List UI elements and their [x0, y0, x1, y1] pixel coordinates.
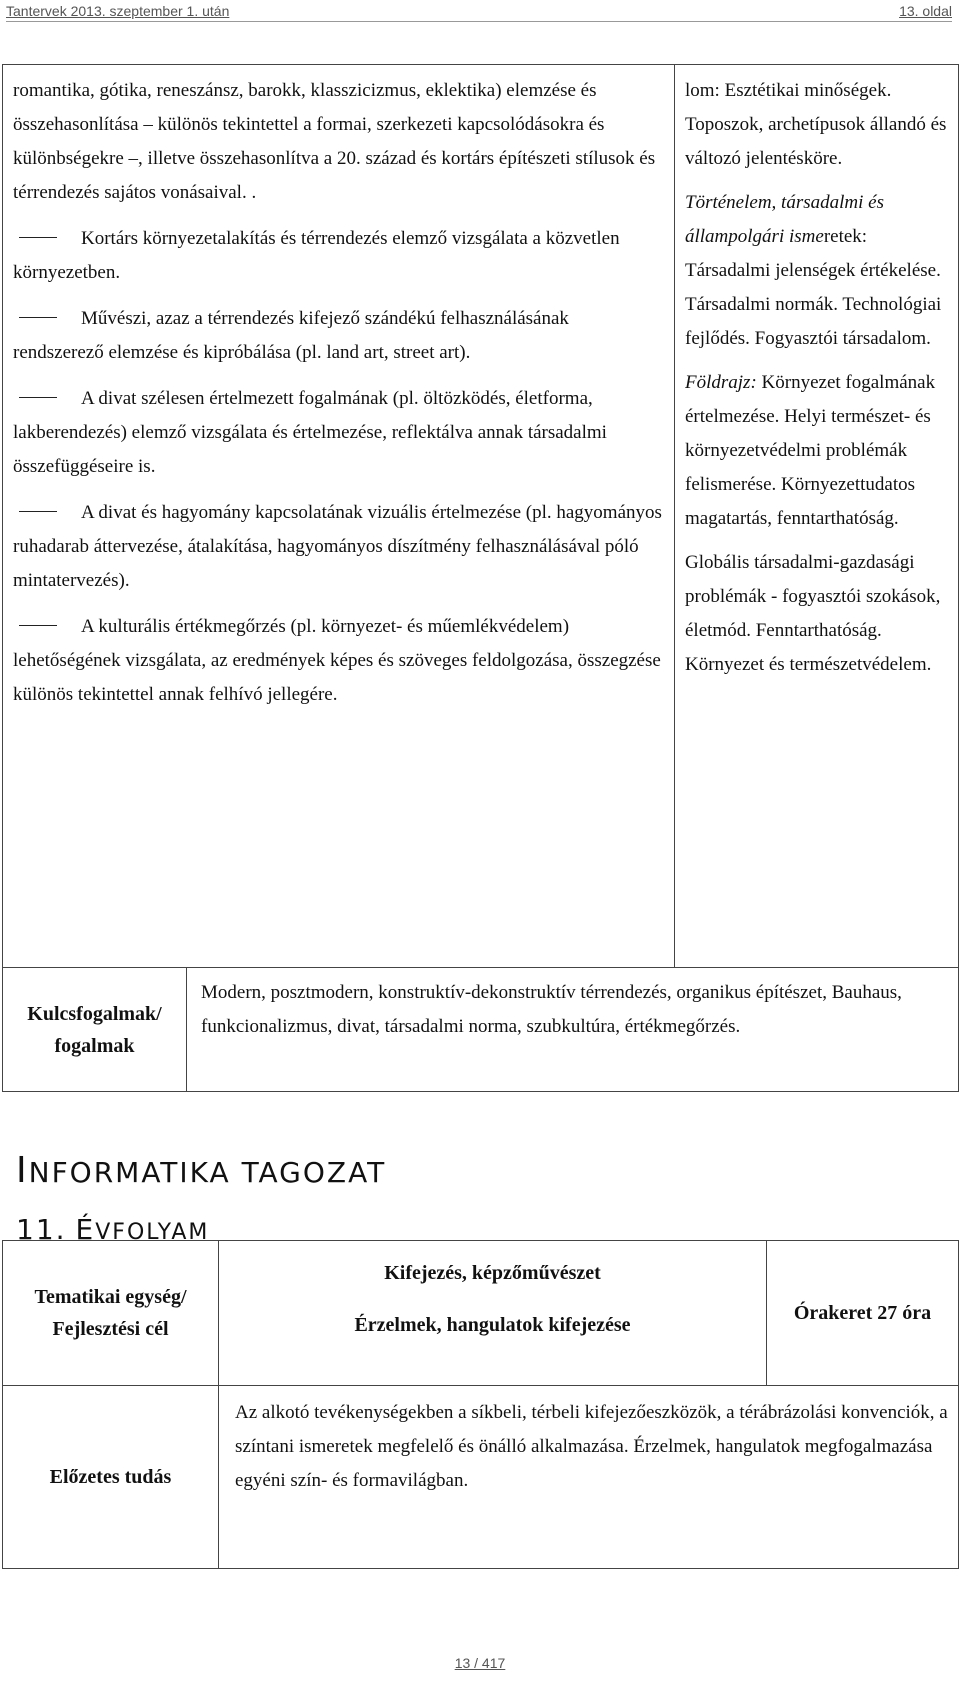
- subject-name-history: Történelem, társadalmi és állampolgári isme: [685, 192, 884, 247]
- topic-title: Kifejezés, képzőművészet: [384, 1262, 601, 1284]
- curriculum-table-bottom: [2, 1240, 959, 1569]
- key-concepts-label: Kulcsfogalmak/ fogalmak: [3, 968, 187, 1092]
- activity-item: [13, 222, 664, 290]
- subject-name-geography: Földrajz:: [685, 372, 757, 393]
- connection-global: Globális társadalmi-gazdasági problémák - fogyasztói szokások, életmód. Fenntarthatóság. Környezet és természetvédelem.: [685, 552, 941, 675]
- section-title: INFORMATIKA TAGOZAT: [16, 1150, 387, 1191]
- activity-item: [13, 496, 664, 598]
- page-header: [6, 0, 952, 22]
- dash-bullet: [19, 625, 57, 626]
- page-number: 13 / 417: [454, 1655, 506, 1671]
- activity-item: [13, 302, 664, 370]
- connections-cell: [675, 65, 959, 968]
- activity-text: A divat szélesen értelmezett fogalmának (pl. öltözködés, életforma, lakberendezés) elemző vizsgálata és értelmezése, reflektálva annak társadalmi összefüggéseire is.: [13, 388, 607, 477]
- page-footer: [0, 1655, 960, 1671]
- dash-bullet: [19, 317, 57, 318]
- dash-bullet: [19, 397, 57, 398]
- activity-text: Művészi, azaz a térrendezés kifejező szándékú felhasználásának rendszerező elemzése és kipróbálása (pl. land art, street art).: [13, 308, 569, 363]
- activity-item: [13, 610, 664, 712]
- prior-knowledge-text: Az alkotó tevékenységekben a síkbeli, térbeli kifejezőeszközök, a térábrázolási konvenciók, a színtani ismeretek megfelelő és önálló alkalmazása. Érzelmek, hangulatok megfogalmazása egyéni szín- és formavilágban.: [219, 1386, 959, 1569]
- header-divider: [6, 21, 952, 22]
- hours-label: Órakeret 27 óra: [767, 1241, 959, 1386]
- thematic-unit-label: Tematikai egység/ Fejlesztési cél: [3, 1241, 219, 1386]
- connection-art: lom: Esztétikai minőségek. Toposzok, archetípusok állandó és változó jelentésköre.: [685, 80, 947, 169]
- header-document-title: Tantervek 2013. szeptember 1. után: [6, 3, 230, 19]
- prior-knowledge-label: Előzetes tudás: [3, 1386, 219, 1569]
- activity-text: A kulturális értékmegőrzés (pl. környezet- és műemlékvédelem) lehetőségének vizsgálata, az eredmények képes és szöveges feldolgozása, összegzése különös tekintettel annak felhívó jellegére.: [13, 616, 661, 705]
- activities-intro: romantika, gótika, reneszánsz, barokk, klasszicizmus, eklektika) elemzése és összehasonlítása – különös tekintettel a formai, szerkezeti kapcsolódásokra és különbségekre –, illetve összehasonlítva a 20. század és kortárs építészeti stílusok és térrendezés sajátos vonásaival. .: [13, 80, 656, 203]
- curriculum-table-top: [2, 64, 959, 1092]
- dash-bullet: [19, 511, 57, 512]
- key-concepts-text: Modern, posztmodern, konstruktív-dekonstruktív térrendezés, organikus építészet, Bauhaus, funkcionalizmus, divat, társadalmi norma, szubkultúra, értékmegőrzés.: [187, 968, 959, 1092]
- activities-cell: [3, 65, 675, 968]
- activity-item: [13, 382, 664, 484]
- header-page-label: 13. oldal: [899, 3, 952, 19]
- connection-geography: Földrajz: Környezet fogalmának értelmezése. Helyi természet- és környezetvédelmi problémák felismerése. Környezettudatos magatartás, fenntarthatóság.: [685, 372, 936, 529]
- activity-text: A divat és hagyomány kapcsolatának vizuális értelmezése (pl. hagyományos ruhadarab áttervezése, átalakítása, hagyományos díszítmény felhasználásával póló mintatervezés).: [13, 502, 662, 591]
- topic-title-cell: [219, 1241, 767, 1386]
- activity-text: Kortárs környezetalakítás és térrendezés elemző vizsgálata a közvetlen környezetben.: [13, 228, 620, 283]
- grade-heading: 11. ÉVFOLYAM: [16, 1213, 210, 1246]
- connection-history: Történelem, társadalmi és állampolgári ismeretek: Társadalmi jelenségek értékelése. Társadalmi normák. Technológiai fejlődés. Fogyasztói társadalom.: [685, 192, 942, 349]
- dash-bullet: [19, 237, 57, 238]
- topic-subtitle: Érzelmek, hangulatok kifejezése: [354, 1314, 631, 1336]
